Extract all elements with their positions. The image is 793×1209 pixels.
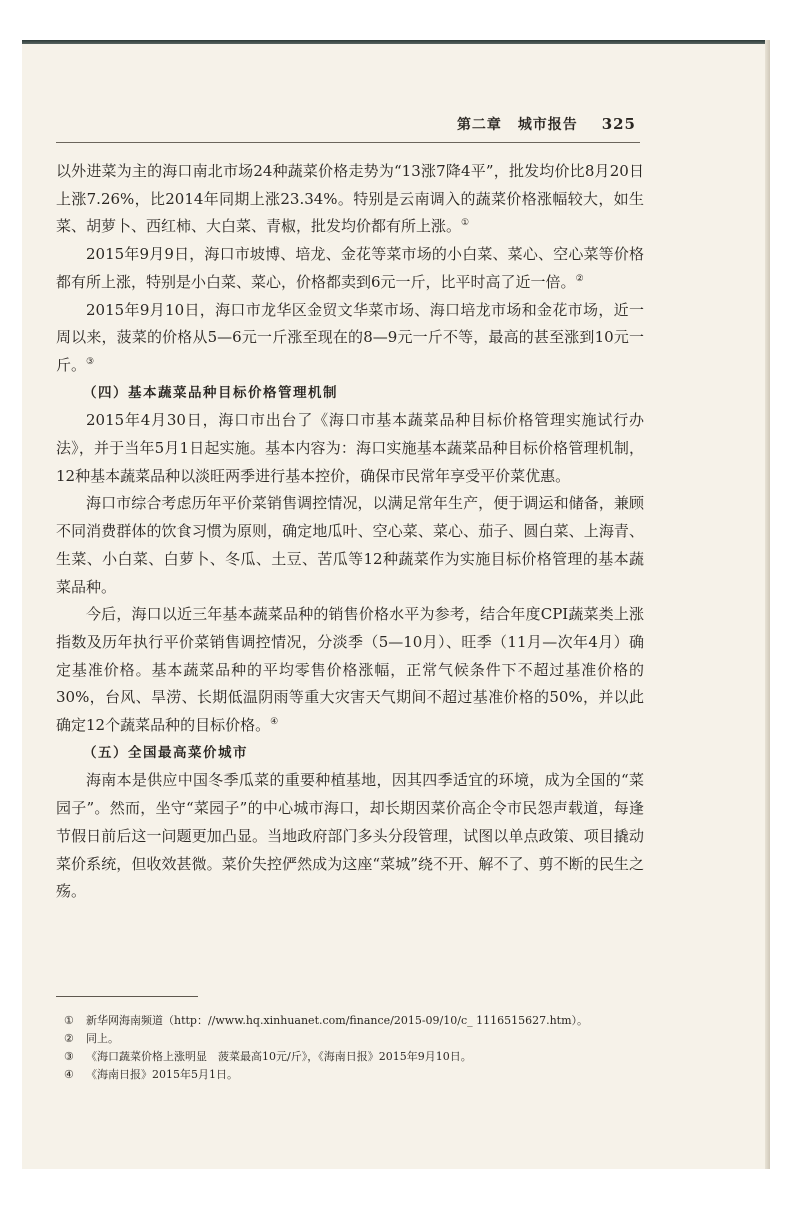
footnote-ref: ④ bbox=[270, 717, 279, 728]
paragraph: 今后，海口以近三年基本蔬菜品种的销售价格水平为参考，结合年度CPI蔬菜类上涨指数及历年执行平价菜销售调控情况，分淡季（5—10月）、旺季（11月—次年4月）确定基准价格。基本蔬菜品种的平均零售价格涨幅，正常气候条件下不超过基准价格的30%，台风、旱涝、长期低温阴雨等重大灾害天气期间不超过基准价格的50%，并以此确定12个蔬菜品种的目标价格。④ bbox=[56, 605, 644, 735]
footnote-ref: ② bbox=[575, 273, 584, 284]
paragraph: 海口市综合考虑历年平价菜销售调控情况，以满足常年生产，便于调运和储备，兼顾不同消费群体的饮食习惯为原则，确定地瓜叶、空心菜、菜心、茄子、圆白菜、上海青、生菜、小白菜、白萝卜、冬瓜、土豆、苦瓜等12种蔬菜作为实施目标价格管理的基本蔬菜品种。 bbox=[56, 494, 644, 596]
chapter-title: 城市报告 bbox=[517, 117, 578, 133]
paragraph: 2015年4月30日，海口市出台了《海口市基本蔬菜品种目标价格管理实施试行办法》，并于当年5月1日起实施。基本内容为：海口实施基本蔬菜品种目标价格管理机制，12种基本蔬菜品种以淡旺两季进行基本控价，确保市民常年享受平价菜优惠。 bbox=[56, 411, 644, 485]
footnote-divider bbox=[56, 996, 198, 997]
footnotes bbox=[64, 1012, 644, 1084]
body-text bbox=[56, 158, 644, 906]
footnote-ref: ③ bbox=[86, 356, 95, 367]
page-right-edge bbox=[765, 40, 770, 1169]
section-heading: （四）基本蔬菜品种目标价格管理机制 bbox=[83, 384, 338, 401]
paragraph: 以外进菜为主的海口南北市场24种蔬菜价格走势为“13涨7降4平”，批发均价比8月20日上涨7.26%，比2014年同期上涨23.34%。特别是云南调入的蔬菜价格涨幅较大，如生菜、胡萝卜、西红柿、大白菜、青椒，批发均价都有所上涨。① bbox=[56, 162, 644, 236]
footnote: ④ 《海南日报》2015年5月1日。 bbox=[64, 1068, 238, 1081]
paragraph: 海南本是供应中国冬季瓜菜的重要种植基地，因其四季适宜的环境，成为全国的“菜园子”。然而，坐守“菜园子”的中心城市海口，却长期因菜价高企令市民怨声载道，每逢节假日前后这一问题更加凸显。当地政府部门多头分段管理，试图以单点政策、项目撬动菜价系统，但收效甚微。菜价失控俨然成为这座“菜城”绕不开、解不了、剪不断的民生之殇。 bbox=[56, 771, 644, 901]
chapter-label: 第二章 bbox=[456, 117, 502, 133]
section-heading: （五）全国最高菜价城市 bbox=[83, 744, 248, 761]
footnote: ③ 《海口蔬菜价格上涨明显 菠菜最高10元/斤》，《海南日报》2015年9月10日。 bbox=[64, 1050, 472, 1063]
page-number: 325 bbox=[601, 115, 636, 133]
running-header bbox=[56, 112, 640, 143]
paragraph: 2015年9月9日，海口市坡博、培龙、金花等菜市场的小白菜、菜心、空心菜等价格都有所上涨，特别是小白菜、菜心，价格都卖到6元一斤，比平时高了近一倍。② bbox=[56, 245, 644, 291]
footnote: ② 同上。 bbox=[64, 1032, 119, 1045]
paragraph: 2015年9月10日，海口市龙华区金贸文华菜市场、海口培龙市场和金花市场，近一周以来，菠菜的价格从5—6元一斤涨至现在的8—9元一斤不等，最高的甚至涨到10元一斤。③ bbox=[56, 300, 644, 374]
footnote: ① 新华网海南频道（http：//www.hq.xinhuanet.com/finance/2015-09/10/c_ 1116515627.htm）。 bbox=[64, 1014, 589, 1027]
footnote-ref: ① bbox=[461, 218, 470, 229]
